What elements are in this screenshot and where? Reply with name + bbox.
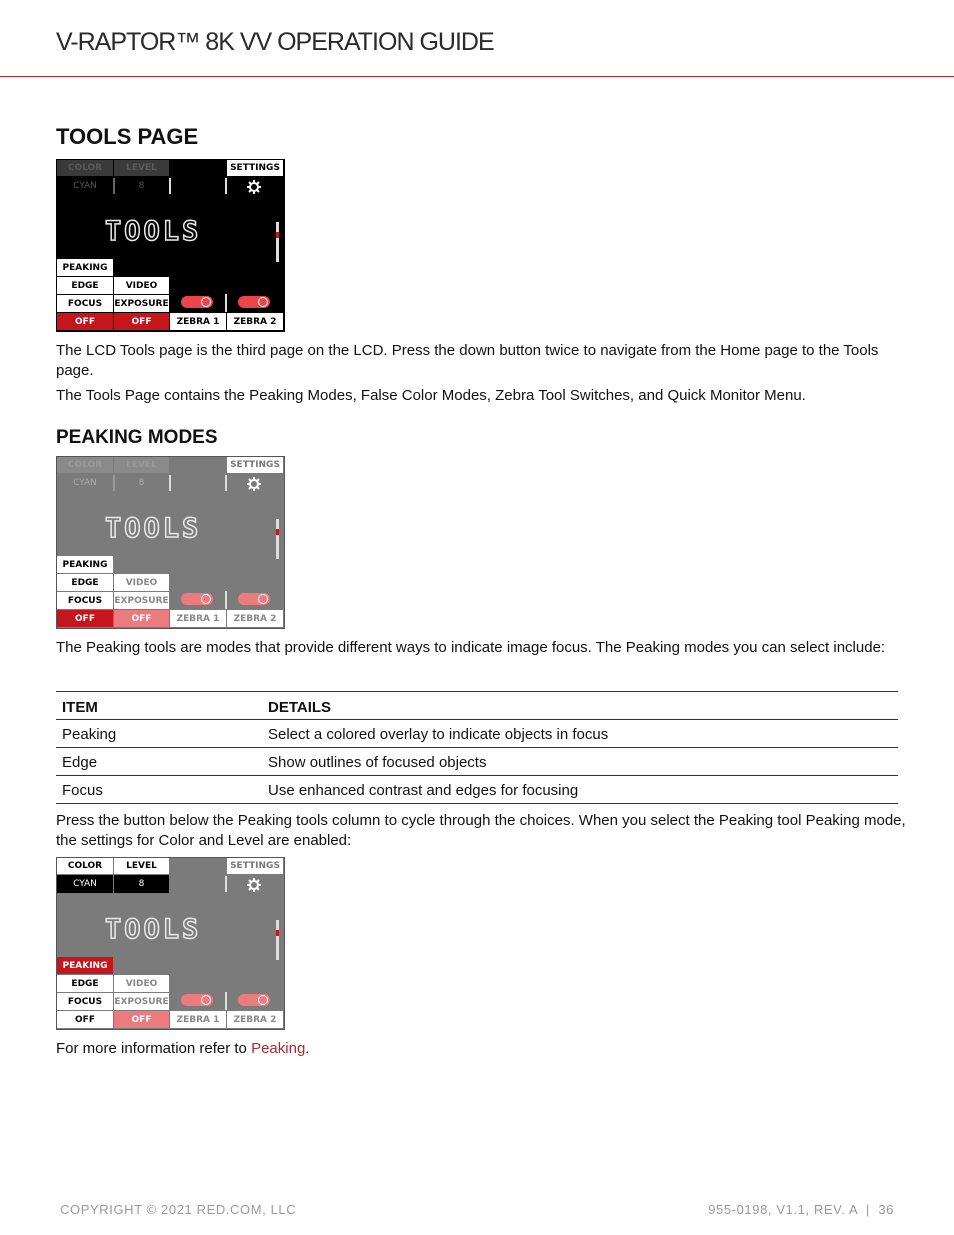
table-cell: Show outlines of focused objects: [262, 748, 898, 776]
lcd-tools-screen-peaking-selected: [56, 857, 285, 1030]
lcd-scrollbar: [276, 222, 279, 262]
lcd-video-label: VIDEO: [114, 574, 169, 591]
section-heading-peaking-modes: PEAKING MODES: [56, 427, 218, 448]
header-rule: [0, 76, 954, 77]
lcd-settings-label: SETTINGS: [227, 858, 283, 874]
lcd-exposure-label: EXPOSURE: [114, 295, 169, 312]
lcd-off-label: OFF: [114, 313, 169, 330]
lcd-off-label: OFF: [57, 313, 113, 330]
lcd-level-value: 8: [138, 478, 145, 488]
table-row: [56, 776, 898, 804]
lcd-color-value: CYAN: [57, 875, 113, 893]
lcd-peaking-label: PEAKING: [57, 259, 113, 276]
paragraph: The Tools Page contains the Peaking Modes, False Color Modes, Zebra Tool Switches, and Quick Monitor Menu.: [56, 387, 806, 404]
lcd-level-value: 8: [138, 181, 145, 191]
lcd-divider: [225, 294, 227, 312]
lcd-edge-label: EDGE: [57, 574, 113, 591]
table-cell: Focus: [56, 776, 262, 804]
lcd-peaking-label: PEAKING: [57, 556, 113, 573]
lcd-divider: [113, 475, 115, 491]
zebra1-toggle: [181, 296, 213, 308]
zebra1-toggle: [181, 593, 213, 605]
lcd-tools-screen-default: [56, 159, 285, 332]
paragraph: The LCD Tools page is the third page on the LCD. Press the down button twice to navigate from the Home page to the Tools page.: [56, 342, 879, 379]
lcd-zebra2-label: ZEBRA 2: [227, 313, 283, 330]
lcd-focus-label: FOCUS: [57, 592, 113, 609]
section-heading-tools-page: TOOLS PAGE: [56, 124, 199, 149]
zebra2-toggle: [238, 593, 270, 605]
table-cell: Select a colored overlay to indicate objects in focus: [262, 720, 898, 748]
zebra2-toggle: [238, 296, 270, 308]
lcd-level-value: 8: [114, 875, 169, 893]
page-header-title: V-RAPTOR™ 8K VV OPERATION GUIDE: [56, 28, 494, 56]
lcd-focus-label: FOCUS: [57, 295, 113, 312]
lcd-level-label: LEVEL: [114, 160, 169, 176]
lcd-focus-label: FOCUS: [57, 993, 113, 1010]
zebra1-toggle: [181, 994, 213, 1006]
lcd-scrollbar: [276, 920, 279, 960]
peaking-modes-table: [56, 691, 898, 804]
lcd-divider: [225, 475, 227, 491]
paragraph-more-info: [56, 1039, 906, 1059]
lcd-exposure-label: EXPOSURE: [114, 592, 169, 609]
lcd-off-label: OFF: [57, 610, 113, 627]
lcd-off-label: OFF: [57, 1011, 113, 1028]
lcd-color-value: CYAN: [73, 181, 97, 191]
table-cell: Peaking: [56, 720, 262, 748]
lcd-divider: [225, 876, 227, 892]
peaking-link[interactable]: Peaking: [251, 1040, 306, 1057]
lcd-settings-label: SETTINGS: [227, 457, 283, 473]
table-cell: Edge: [56, 748, 262, 776]
lcd-color-label: COLOR: [57, 858, 113, 874]
lcd-color-label: COLOR: [57, 160, 113, 176]
lcd-divider: [225, 178, 227, 194]
table-row: [56, 748, 898, 776]
lcd-zebra2-label: ZEBRA 2: [227, 610, 283, 627]
paragraph: Press the button below the Peaking tools column to cycle through the choices. When you select the Peaking tool Peaking mode, the settings for Color and Level are enabled:: [56, 812, 906, 849]
lcd-off-label: OFF: [114, 610, 169, 627]
lcd-tools-logo: TOOLS: [105, 914, 202, 945]
lcd-scrollbar: [276, 519, 279, 559]
lcd-level-label: LEVEL: [114, 858, 169, 874]
gear-icon: [246, 179, 262, 195]
footer-doc-ref: 955-0198, V1.1, REV. A | 36: [708, 1202, 894, 1217]
lcd-exposure-label: EXPOSURE: [114, 993, 169, 1010]
more-info-suffix: .: [305, 1040, 310, 1057]
lcd-settings-label: SETTINGS: [227, 160, 283, 176]
table-header-row: [56, 692, 898, 720]
paragraph: The Peaking tools are modes that provide different ways to indicate image focus. The Peaking modes you can select include:: [56, 639, 886, 656]
lcd-zebra1-label: ZEBRA 1: [170, 610, 226, 627]
lcd-divider: [169, 475, 171, 491]
zebra2-toggle: [238, 994, 270, 1006]
lcd-tools-screen-peaking-highlight: [56, 456, 285, 629]
lcd-divider: [225, 992, 227, 1010]
gear-icon: [246, 877, 262, 893]
lcd-video-label: VIDEO: [114, 277, 169, 294]
table-cell: Use enhanced contrast and edges for focusing: [262, 776, 898, 804]
lcd-color-label: COLOR: [57, 457, 113, 473]
lcd-tools-logo: TOOLS: [105, 216, 202, 247]
lcd-divider: [225, 591, 227, 609]
lcd-color-value: CYAN: [73, 478, 97, 488]
table-header-details: DETAILS: [262, 692, 898, 720]
lcd-zebra1-label: ZEBRA 1: [170, 313, 226, 330]
lcd-off-label: OFF: [114, 1011, 169, 1028]
lcd-peaking-label: PEAKING: [57, 957, 113, 974]
table-header-item: ITEM: [56, 692, 262, 720]
lcd-edge-label: EDGE: [57, 277, 113, 294]
table-row: [56, 720, 898, 748]
lcd-zebra1-label: ZEBRA 1: [170, 1011, 226, 1028]
footer-copyright: COPYRIGHT © 2021 RED.COM, LLC: [60, 1202, 297, 1217]
lcd-divider: [113, 178, 115, 194]
lcd-level-label: LEVEL: [114, 457, 169, 473]
lcd-video-label: VIDEO: [114, 975, 169, 992]
gear-icon: [246, 476, 262, 492]
lcd-tools-logo: TOOLS: [105, 513, 202, 544]
lcd-zebra2-label: ZEBRA 2: [227, 1011, 283, 1028]
lcd-divider: [169, 178, 171, 194]
lcd-edge-label: EDGE: [57, 975, 113, 992]
more-info-text: For more information refer to: [56, 1040, 252, 1057]
